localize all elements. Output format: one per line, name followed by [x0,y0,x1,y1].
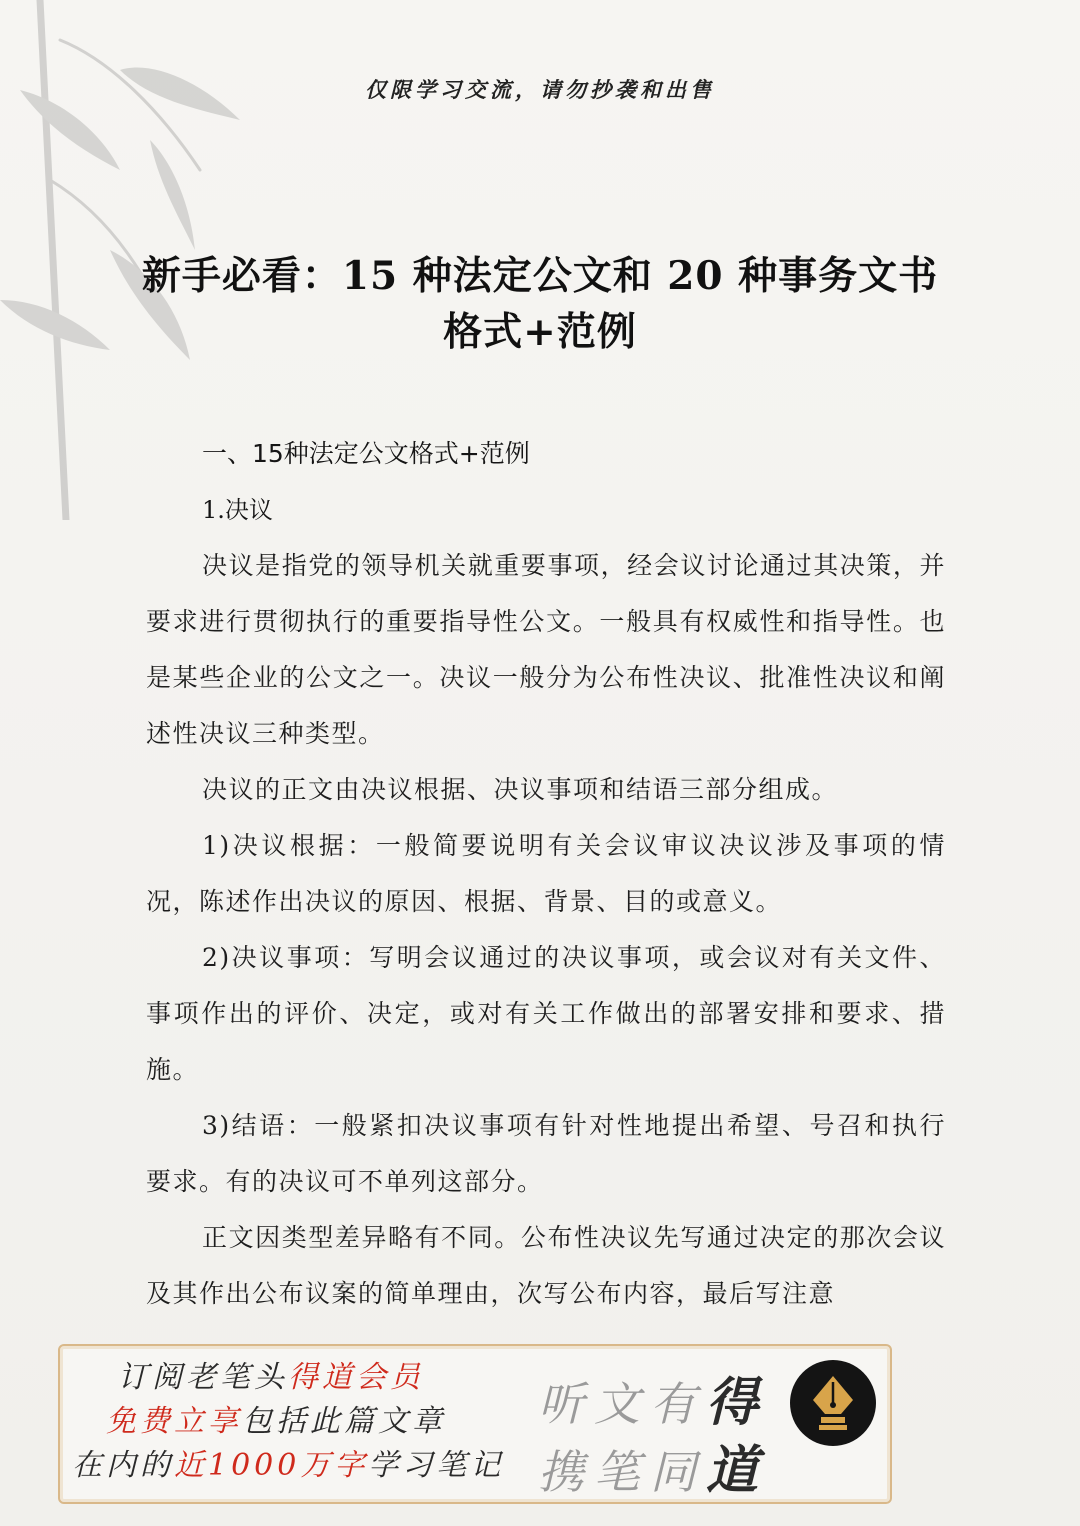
document-title [0,248,1080,360]
article-body [146,426,946,1322]
slogan-line-1 [538,1360,768,1435]
document-title-line-2: 格式+范例 [443,309,637,355]
section-heading: 一、15种法定公文格式+范例 [202,439,530,468]
slogan-line-2-text: 携笔同 [538,1445,706,1499]
paragraph: 3)结语：一般紧扣决议事项有针对性地提出希望、号召和执行要求。有的决议可不单列这部分。 [146,1111,946,1196]
promo-line-3-text: 在内的 [72,1448,174,1483]
promo-text [72,1356,542,1488]
promo-line-3-tail: 学习笔记 [368,1448,505,1483]
paragraph: 1)决议根据：一般简要说明有关会议审议决议涉及事项的情况，陈述作出决议的原因、根据、背景、目的或意义。 [146,831,946,916]
slogan-line-1-text: 听文有 [538,1377,706,1431]
item-heading: 1.决议 [202,496,273,524]
document-title-line-1: 新手必看：15 种法定公文和 20 种事务文书 [141,253,939,299]
promo-line-2 [72,1400,542,1444]
promo-line-1-text: 订阅老笔头 [118,1360,288,1395]
promo-line-1 [72,1356,542,1400]
slogan-line-2 [538,1428,768,1503]
paragraph: 正文因类型差异略有不同。公布性决议先写通过决定的那次会议及其作出公布议案的简单理由，次写公布内容，最后写注意 [146,1223,946,1308]
paragraph: 2)决议事项：写明会议通过的决议事项，或会议对有关文件、事项作出的评价、决定，或对有关工作做出的部署安排和要求、措施。 [146,943,946,1084]
slogan-line-1-accent: 得 [706,1372,769,1433]
slogan-line-2-accent: 道 [706,1440,769,1501]
promo-line-3 [72,1444,542,1488]
membership-promo-banner[interactable] [58,1344,892,1504]
promo-line-2-highlight: 免费立享 [106,1404,242,1439]
paragraph: 决议是指党的领导机关就重要事项，经会议讨论通过其决策，并要求进行贯彻执行的重要指导性公文。一般具有权威性和指导性。也是某些企业的公文之一。决议一般分为公布性决议、批准性决议和阐述性决议三种类型。 [146,551,946,748]
promo-line-2-text: 包括此篇文章 [242,1404,446,1439]
copyright-notice: 仅限学习交流，请勿抄袭和出售 [365,77,715,102]
fountain-pen-nib-icon [790,1360,876,1446]
promo-line-1-highlight: 得道会员 [288,1360,424,1395]
paragraph: 决议的正文由决议根据、决议事项和结语三部分组成。 [202,775,839,804]
promo-line-3-highlight: 近1000万字 [174,1448,369,1483]
